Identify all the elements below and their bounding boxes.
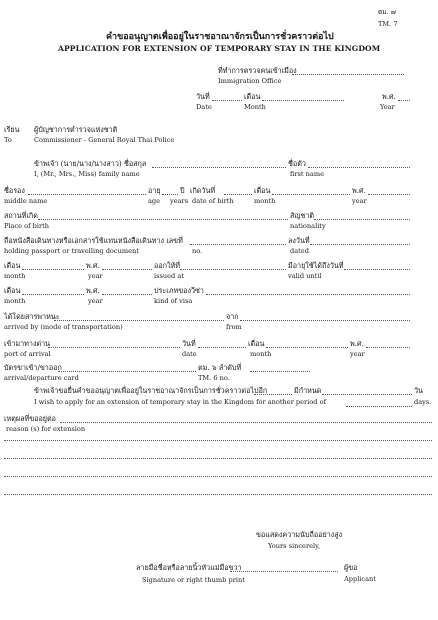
issue-year-label-en: year (88, 272, 103, 280)
from-label-en: from (226, 323, 242, 331)
reason-label-en: reason (s) for extension (6, 425, 86, 433)
reason-line-4[interactable] (4, 476, 432, 477)
card-label-th: บัตรขาเข้า/ขาออก (4, 363, 62, 372)
visa-year-label-th: พ.ศ. (86, 286, 100, 295)
office-label-en: Immigration Office (218, 77, 282, 85)
title-en: APPLICATION FOR EXTENSION OF TEMPORARY STAY IN THE KINGDOM (58, 44, 381, 53)
form-code-th: ตม. ๗ (378, 8, 396, 16)
arrived-by-field[interactable] (54, 320, 224, 321)
visa-year-field[interactable] (102, 294, 152, 295)
issued-at-label-th: ออกให้ที่ (154, 261, 180, 270)
issued-at-field[interactable] (180, 269, 286, 270)
dated-field[interactable] (310, 244, 410, 245)
office-label-th: ที่ทำการตรวจคนเข้าเมือง (218, 66, 297, 75)
closing-th: ขอแสดงความนับถืออย่างสูง (256, 530, 343, 539)
family-name-label-th: ข้าพเจ้า (นาย/นาง/นางสาว) ชื่อสกุล (34, 159, 147, 168)
dob-year-label-th: พ.ศ. (352, 186, 366, 195)
date-label-en: Date (196, 103, 212, 111)
days-field-th[interactable] (322, 394, 412, 395)
first-name-field[interactable] (308, 167, 410, 168)
card-label-en: arrival/departure card (4, 374, 79, 382)
visa-year-label-en: year (88, 297, 103, 305)
applicant-label-th: ผู้ขอ (344, 563, 358, 572)
reason-line-5[interactable] (4, 494, 432, 495)
arrived-by-label-th: ได้โดยสารพาหนะ (4, 312, 60, 321)
dob-label-th: เกิดวันที่ (190, 186, 216, 195)
valid-until-label-en: valid until (288, 272, 322, 280)
signature-field[interactable] (230, 571, 338, 572)
arrival-year-label-en: year (350, 350, 365, 358)
recipient-th: ผู้บัญชาการตำรวจแห่งชาติ (34, 125, 118, 134)
visa-month-field[interactable] (22, 294, 84, 295)
office-field[interactable] (292, 74, 404, 75)
request-text-th: ข้าพเจ้าขอยื่นคำขออนุญาตเพื่ออยู่ในราชอาณาจักรเป็นการชั่วคราวต่อไปอีก (34, 386, 268, 395)
dated-label-th: ลงวันที่ (288, 236, 310, 245)
request-text-en: I wish to apply for an extension of temporary stay in the Kingdom for another period of (34, 398, 327, 406)
middle-name-field[interactable] (28, 194, 146, 195)
valid-until-label-th: มีอายุใช้ได้ถึงวันที่ (288, 261, 344, 270)
passport-no-field[interactable] (190, 244, 286, 245)
dob-label-en: date of birth (192, 197, 234, 205)
first-name-label-th: ชื่อตัว (288, 159, 306, 168)
arrival-month-label-en: month (250, 350, 272, 358)
issued-at-label-en: issued at (154, 272, 184, 280)
visa-kind-field[interactable] (206, 294, 410, 295)
years-label-th: ปี (180, 186, 185, 195)
card-field[interactable] (58, 371, 196, 372)
signature-label-th: ลายมือชื่อหรือลายนิ้วหัวแม่มือขวา (136, 563, 242, 572)
age-label-en: age (148, 197, 161, 205)
arrival-year-label-th: พ.ศ. (350, 339, 364, 348)
reason-line-2[interactable] (4, 440, 432, 441)
arrival-month-field[interactable] (266, 347, 348, 348)
days-label-en: days. (414, 398, 432, 406)
to-label-th: เรียน (4, 125, 20, 134)
nationality-field[interactable] (314, 219, 410, 220)
dob-year-field[interactable] (368, 194, 410, 195)
age-label-th: อายุ (148, 186, 161, 195)
date-field[interactable] (212, 100, 242, 101)
dob-day-field[interactable] (224, 194, 252, 195)
arrival-date-label-th: วันที่ (182, 339, 196, 348)
arrival-year-field[interactable] (366, 347, 410, 348)
nationality-label-th: สัญชาติ (290, 211, 315, 220)
arrival-date-label-en: date (182, 350, 197, 358)
family-name-field[interactable] (152, 167, 286, 168)
issue-year-label-th: พ.ศ. (86, 261, 100, 270)
pob-field[interactable] (38, 219, 288, 220)
dated-label-en: dated (290, 247, 309, 255)
middle-name-label-th: ชื่อรอง (4, 186, 25, 195)
issue-month-label-en: month (4, 272, 26, 280)
years-label-en: years (170, 197, 189, 205)
passport-label-en: holding passport or travelling document (4, 247, 139, 255)
first-name-label-en: first name (290, 170, 325, 178)
arrived-by-label-en: arrived by (mode of transportation) (4, 323, 123, 331)
age-field[interactable] (162, 194, 178, 195)
form-code-en: TM. 7 (378, 20, 398, 28)
passport-no-label-en: no. (192, 247, 203, 255)
closing-en: Yours sincerely, (268, 542, 321, 550)
dob-year-label-en: year (352, 197, 367, 205)
reason-line-1[interactable] (60, 422, 432, 423)
year-label-en: Year (380, 103, 395, 111)
applicant-label-en: Applicant (344, 575, 376, 583)
tm6-label-en: TM. 6 no. (198, 374, 230, 382)
middle-name-label-en: middle name (4, 197, 48, 205)
from-field[interactable] (240, 320, 410, 321)
visa-kind-label-th: ประเภทของวีซ่า (154, 286, 204, 295)
port-field[interactable] (48, 347, 180, 348)
visa-kind-label-en: kind of visa (154, 297, 193, 305)
date-label-th: วันที่ (196, 92, 210, 101)
reason-line-3[interactable] (4, 458, 432, 459)
dob-month-field[interactable] (272, 194, 350, 195)
period-field-th[interactable] (254, 394, 292, 395)
period-label-th: มีกำหนด (294, 386, 322, 395)
from-label-th: จาก (226, 312, 239, 321)
visa-month-label-th: เดือน (4, 286, 21, 295)
recipient-en: Commissioner - General Royal Thai Police (34, 136, 175, 144)
dob-month-label-th: เดือน (254, 186, 271, 195)
family-name-label-en: I, (Mr., Mrs., Miss) family name (34, 170, 140, 178)
issue-year-field[interactable] (102, 269, 152, 270)
issue-month-field[interactable] (22, 269, 84, 270)
days-label-th: วัน (414, 386, 423, 395)
visa-month-label-en: month (4, 297, 26, 305)
arrival-date-field[interactable] (198, 347, 246, 348)
days-field-en[interactable] (346, 406, 412, 407)
port-label-th: เข้ามาทางด่าน (4, 339, 51, 348)
passport-label-th: ถือหนังสือเดินทางหรือเอกสารใช้แทนหนังสือเดินทาง เลขที่ (4, 236, 183, 245)
tm6-no-field[interactable] (250, 371, 310, 372)
port-label-en: port of arrival (4, 350, 51, 358)
dob-month-label-en: month (254, 197, 276, 205)
month-label-th: เดือน (244, 92, 261, 101)
month-label-en: Month (244, 103, 266, 111)
signature-label-en: Signature or right thumb print (142, 576, 245, 584)
tm6-label-th: ตม. ๖ ลำดับที่ (198, 363, 242, 372)
valid-until-field[interactable] (344, 269, 410, 270)
reason-label-th: เหตุผลที่ขออยู่ต่อ (4, 414, 56, 423)
to-label-en: To (4, 136, 12, 144)
pob-label-th: สถานที่เกิด (4, 211, 38, 220)
pob-label-en: Place of birth (4, 222, 50, 230)
year-field[interactable] (398, 100, 410, 101)
month-field[interactable] (262, 100, 344, 101)
year-label-th: พ.ศ. (382, 92, 396, 101)
title-th: คำขออนุญาตเพื่ออยู่ในราชอาณาจักรเป็นการชั่วคราวต่อไป (106, 32, 334, 42)
issue-month-label-th: เดือน (4, 261, 21, 270)
nationality-label-en: nationality (290, 222, 326, 230)
arrival-month-label-th: เดือน (248, 339, 265, 348)
